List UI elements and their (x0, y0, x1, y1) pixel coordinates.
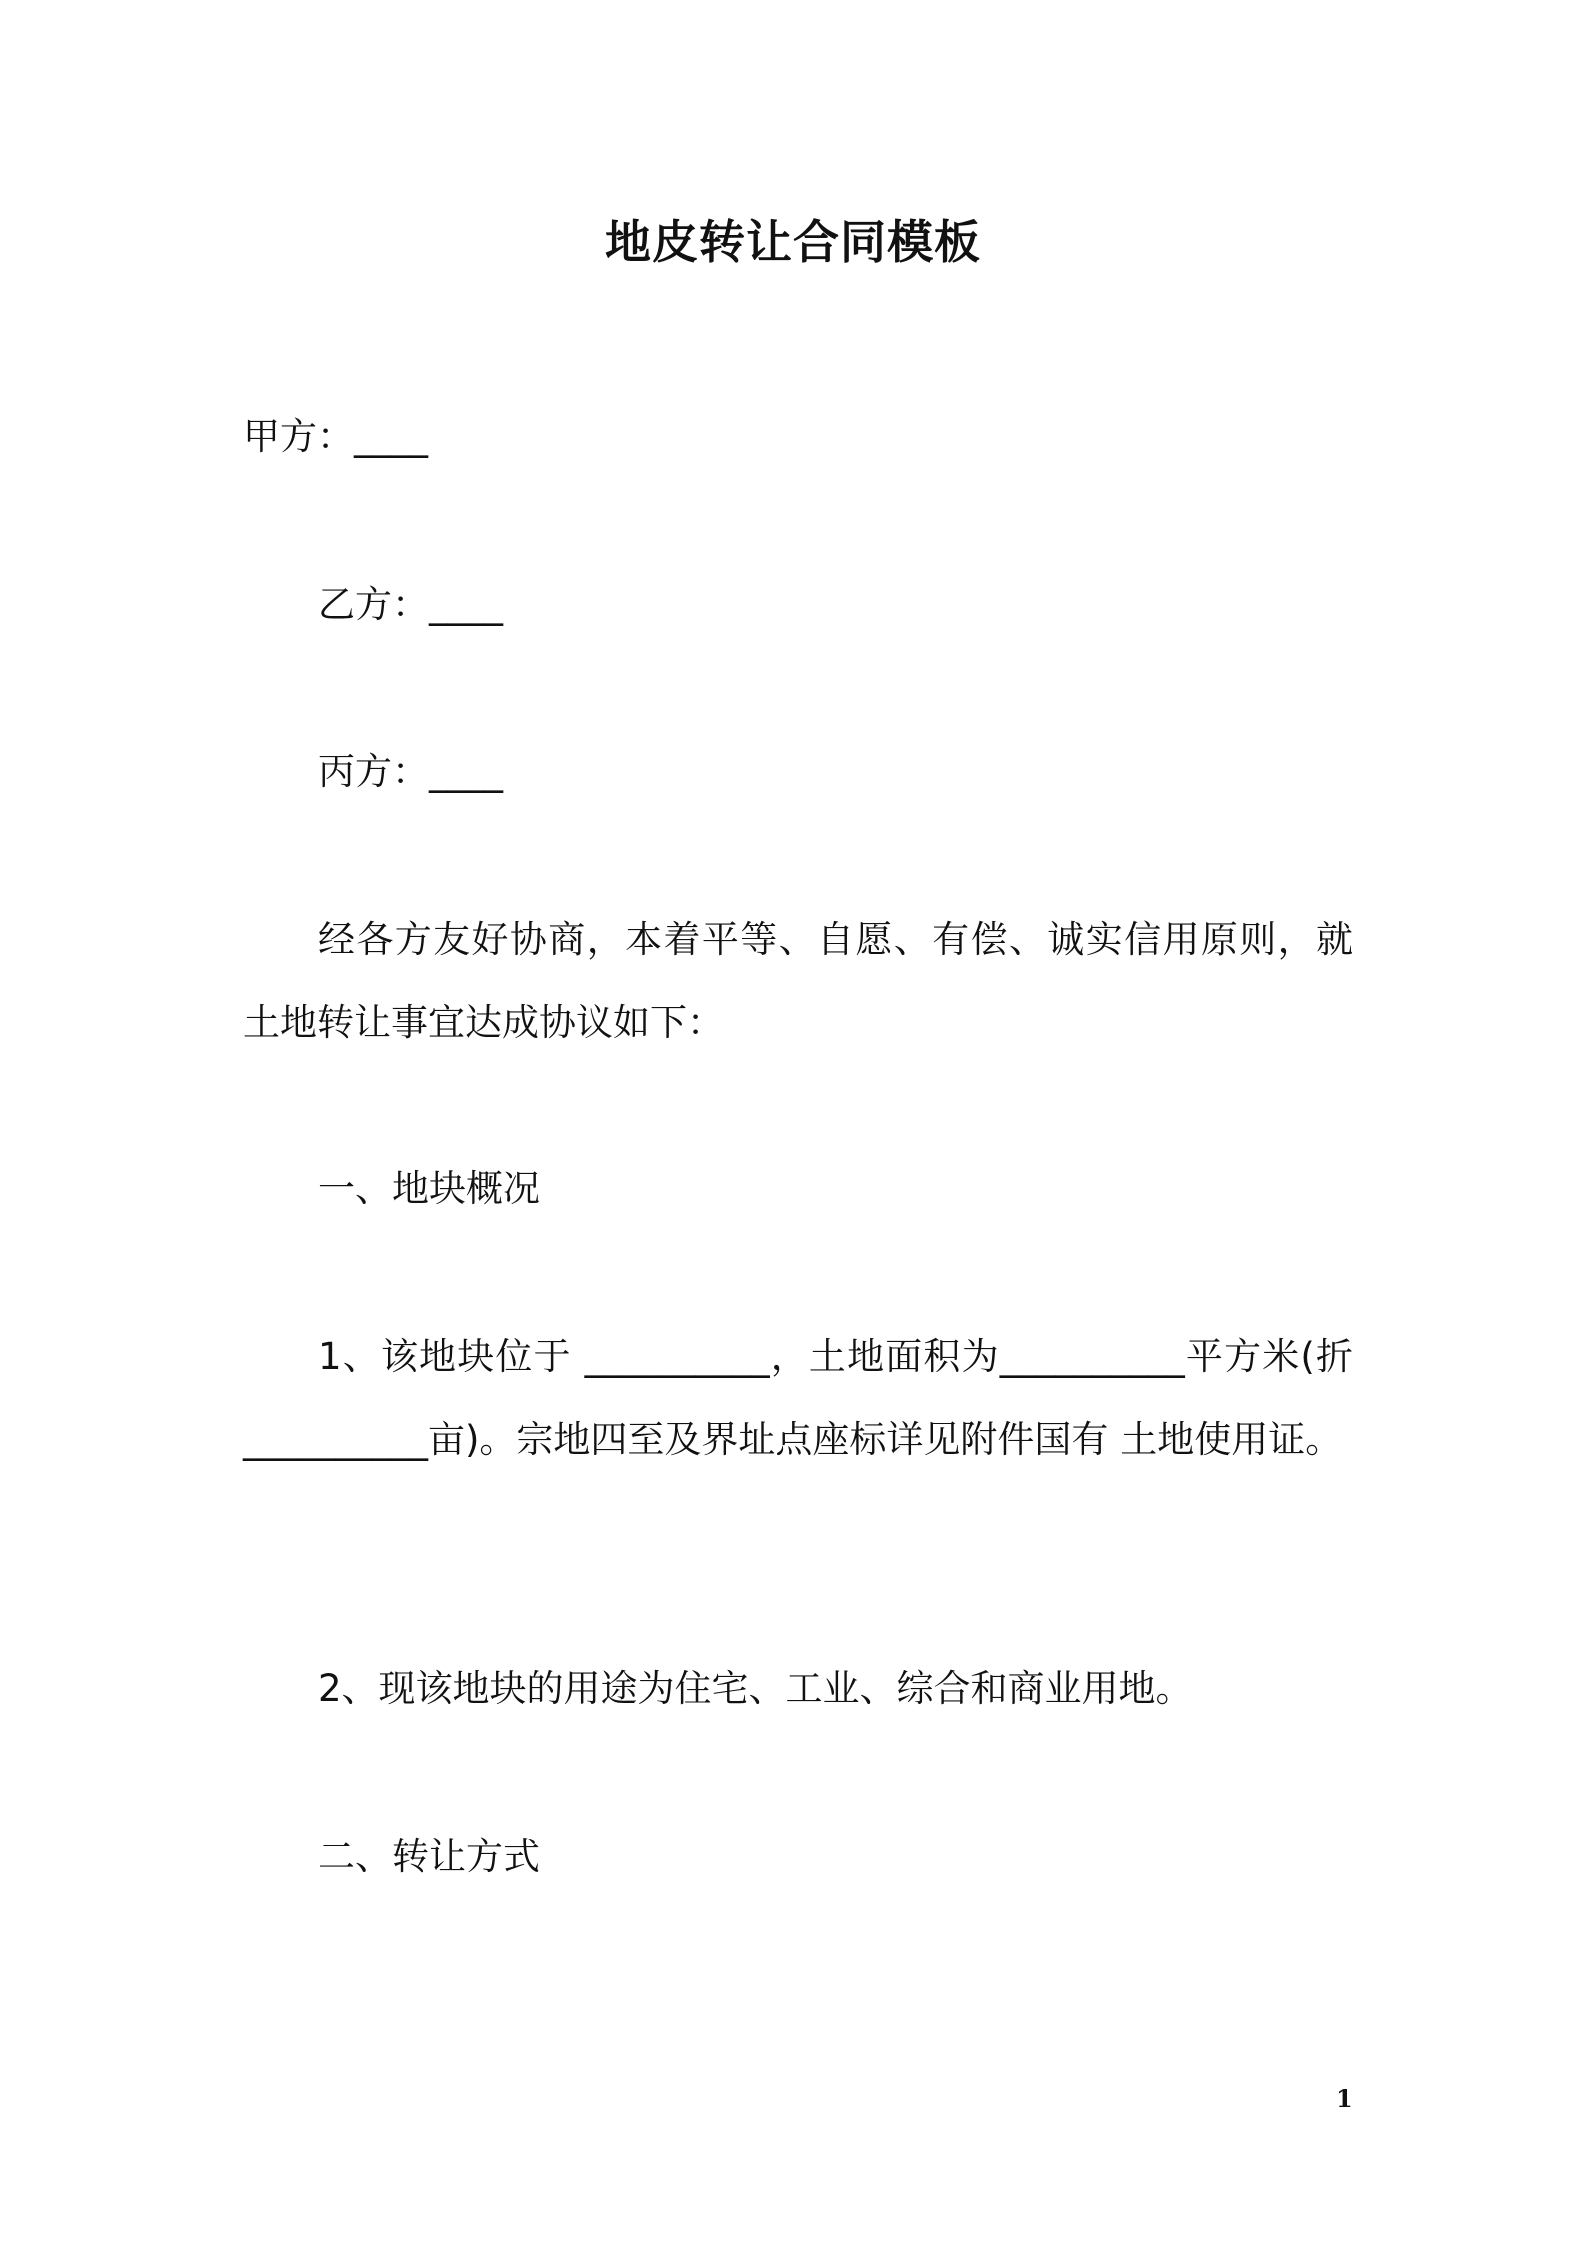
preamble-paragraph: 经各方友好协商，本着平等、自愿、有偿、诚实信用原则，就土地转让事宜达成协议如下： (243, 918, 1353, 1044)
section-2-heading: 二、转让方式 (318, 1835, 540, 1878)
clause-1-2-line: 2、现该地块的用途为住宅、工业、综合和商业用地。 (318, 1667, 1193, 1710)
document-title: 地皮转让合同模板 (605, 215, 981, 269)
party-b-line: 乙方：____ (318, 583, 503, 626)
party-a-line: 甲方：____ (243, 415, 428, 458)
clause-1-1-paragraph: 1、该地块位于 __________，土地面积为__________平方米(折__________亩)。宗地四至及界址点座标详见附件国有 土地使用证。 (243, 1335, 1353, 1461)
party-c-line: 丙方：____ (318, 750, 503, 793)
section-1-heading: 一、地块概况 (318, 1167, 540, 1210)
page-number: 1 (1336, 2084, 1353, 2113)
